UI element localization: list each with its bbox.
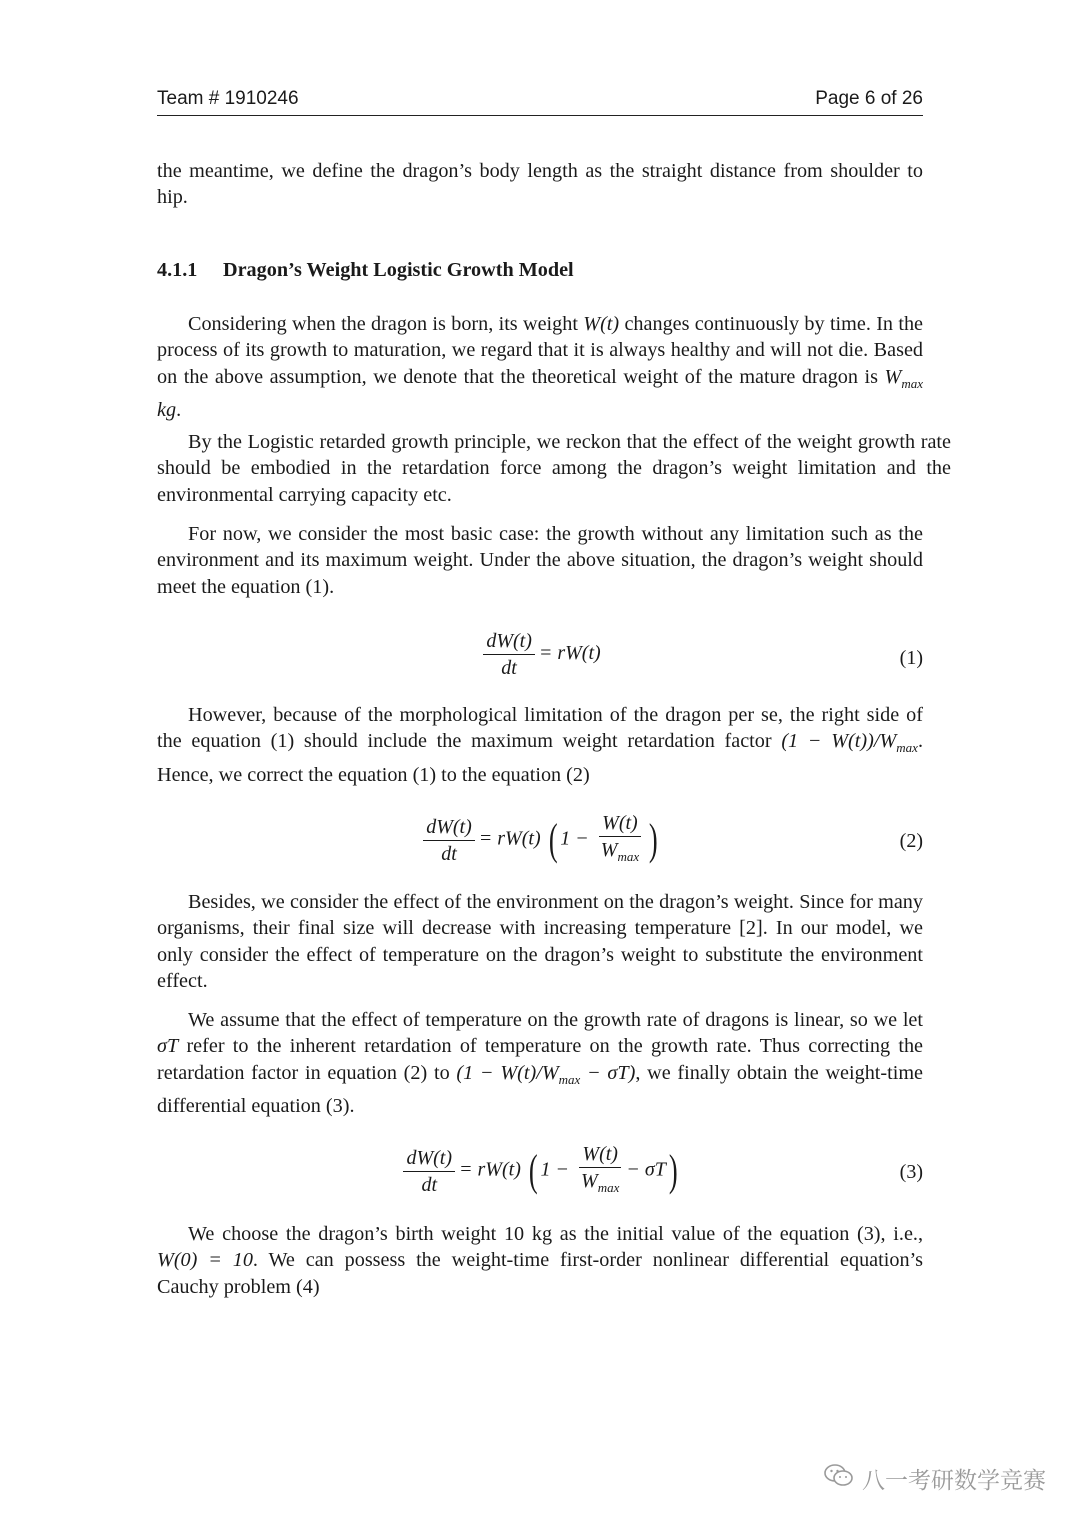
paragraph-1: Considering when the dragon is born, its weight W(t) changes continuously by time. In the process of its growth to maturation, we regard that it is always healthy and will not die. Based on the above assumption, we denote that the theoretical weight of the mature dragon is $W_{max}$ kg. bbox=[157, 313, 923, 421]
team-number: Team # 1910246 bbox=[157, 88, 299, 109]
equation-2-label: (2) bbox=[899, 830, 923, 852]
page-header bbox=[157, 88, 923, 116]
wechat-icon bbox=[824, 1463, 854, 1495]
paragraph-3: For now, we consider the most basic case: the growth without any limitation such as the environment and its maximum weight. Under the above situation, the dragon’s weight should meet the equation (1). bbox=[157, 523, 923, 598]
equation-2: $\frac{dW(t)}{dt}$ = rW(t) ( 1 − $\frac{W(t)}{W_{max}}$ ) (2) bbox=[157, 812, 923, 872]
paragraph-7: We choose the dragon’s birth weight 10 kg as the initial value of the equation (3), i.e., W(0) = 10. We can possess the weight-time first-order nonlinear differential equation’s Cauchy problem (4) bbox=[157, 1223, 923, 1298]
section-title: Dragon’s Weight Logistic Growth Model bbox=[223, 259, 574, 281]
paragraph-6: We assume that the effect of temperature on the growth rate of dragons is linear, so we let σT refer to the inherent retardation of temperature on the growth rate. Thus correcting the retardation factor in equation (2) to $(1 - W(t)/W_{max} - \sigma T)$, we finally obtain the weight-time differential equation (3). bbox=[157, 1009, 924, 1117]
section-heading bbox=[157, 257, 923, 283]
equation-3-label: (3) bbox=[899, 1161, 923, 1183]
equation-3: $\frac{dW(t)}{dt}$ = rW(t) ( 1 − $\frac{W(t)}{W_{max}}$ − σT) (3) bbox=[157, 1143, 923, 1203]
page-number: Page 6 of 26 bbox=[815, 88, 923, 109]
intro-paragraph: the meantime, we define the dragon’s body length as the straight distance from shoulder to hip. bbox=[157, 160, 923, 209]
paragraph-2: By the Logistic retarded growth principle, we reckon that the effect of the weight growth rate should be embodied in the retardation force among the dragon’s weight limitation and the environmental carrying capacity etc. bbox=[157, 431, 951, 506]
section-number: 4.1.1 bbox=[157, 259, 198, 281]
watermark-text: 八一考研数学竞赛 bbox=[862, 1468, 1046, 1494]
paragraph-4: However, because of the morphological limitation of the dragon per se, the right side of the equation (1) should include the maximum weight retardation factor $(1 - W(t))/W_{max}$. Hence, we correct the equation (1) to the equation (2) bbox=[157, 704, 923, 786]
equation-1: $\frac{dW(t)}{dt}$ = rW(t) (1) bbox=[157, 630, 923, 686]
watermark bbox=[824, 1462, 1046, 1495]
paragraph-5: Besides, we consider the effect of the environment on the dragon’s weight. Since for many organisms, their final size will decrease with increasing temperature [2]. In our model, we only consider the effect of temperature on the dragon’s weight to substitute the environment effect. bbox=[157, 891, 923, 992]
equation-1-label: (1) bbox=[899, 647, 923, 669]
